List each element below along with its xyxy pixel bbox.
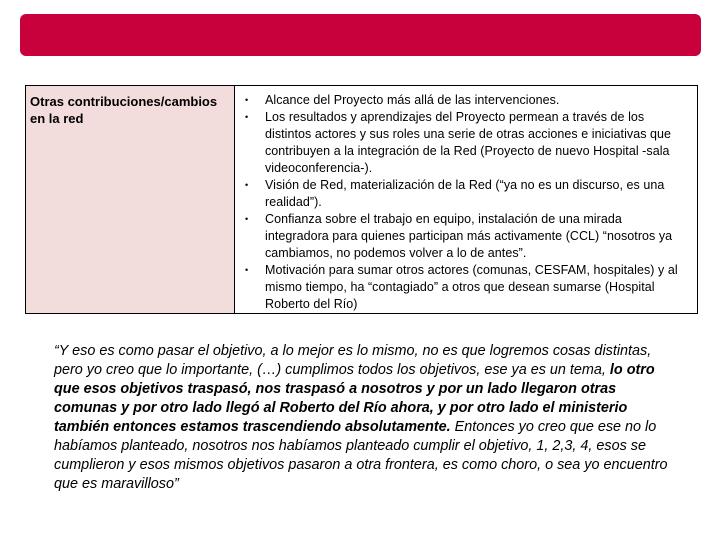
list-item (235, 109, 683, 177)
bullet-icon: • (245, 265, 249, 275)
list-item-text: Los resultados y aprendizajes del Proyecto permean a través de los distintos actores y sus roles una serie de otras acciones e iniciativas que contribuyen a la integración de la Red (Proyecto de nuevo Hospital -sala videoconferencia-). (265, 110, 672, 175)
bullet-icon: • (245, 214, 249, 224)
quote-text-intro: “Y eso es como pasar el objetivo, a lo mejor es lo mismo, no es que logremos cosas distintas, pero yo creo que lo importante, (…) cumplimos todos los objetivos, ese ya es un tema, (54, 343, 652, 378)
row-content-cell (235, 86, 698, 314)
list-item (235, 177, 683, 211)
quote-text-emphasis: lo otro que esos objetivos traspasó, nos traspasó a nosotros y por un lado llegaron otras comunas y por otro lado llegó al Roberto del Río ahora, y por otro lado el ministerio también entonces estamos trascendiendo absolutamente. (54, 362, 655, 435)
list-item (235, 262, 683, 313)
content-table (25, 85, 698, 314)
list-item (235, 92, 683, 109)
list-item (235, 211, 683, 262)
bullet-icon: • (245, 112, 249, 122)
bullet-icon: • (245, 180, 249, 190)
interview-quote (54, 342, 679, 494)
row-label: Otras contribuciones/cambios en la red (30, 94, 218, 126)
list-item-text: Motivación para sumar otros actores (comunas, CESFAM, hospitales) y al mismo tiempo, ha “contagiado” a otros que desean sumarse (Hospital Roberto del Río) (265, 263, 678, 311)
bullet-list (235, 92, 683, 313)
row-label-cell (26, 86, 235, 314)
list-item-text: Alcance del Proyecto más allá de las intervenciones. (265, 93, 560, 107)
quote-text-closing: Entonces yo creo que ese no lo habíamos planteado, nosotros nos habíamos planteado cumplir el objetivo, 1, 2,3, 4, esos se cumplieron y esos mismos objetivos pasaron a otra frontera, es como choro, o sea yo encuentro que es maravilloso” (54, 419, 668, 492)
title-banner (20, 14, 701, 56)
list-item-text: Visión de Red, materialización de la Red (“ya no es un discurso, es una realidad”). (265, 178, 665, 209)
bullet-icon: • (245, 95, 249, 105)
table-row (26, 86, 698, 314)
list-item-text: Confianza sobre el trabajo en equipo, instalación de una mirada integradora para quienes participan más activamente (CCL) “nosotros ya cambiamos, no podemos volver a lo de antes”. (265, 212, 673, 260)
